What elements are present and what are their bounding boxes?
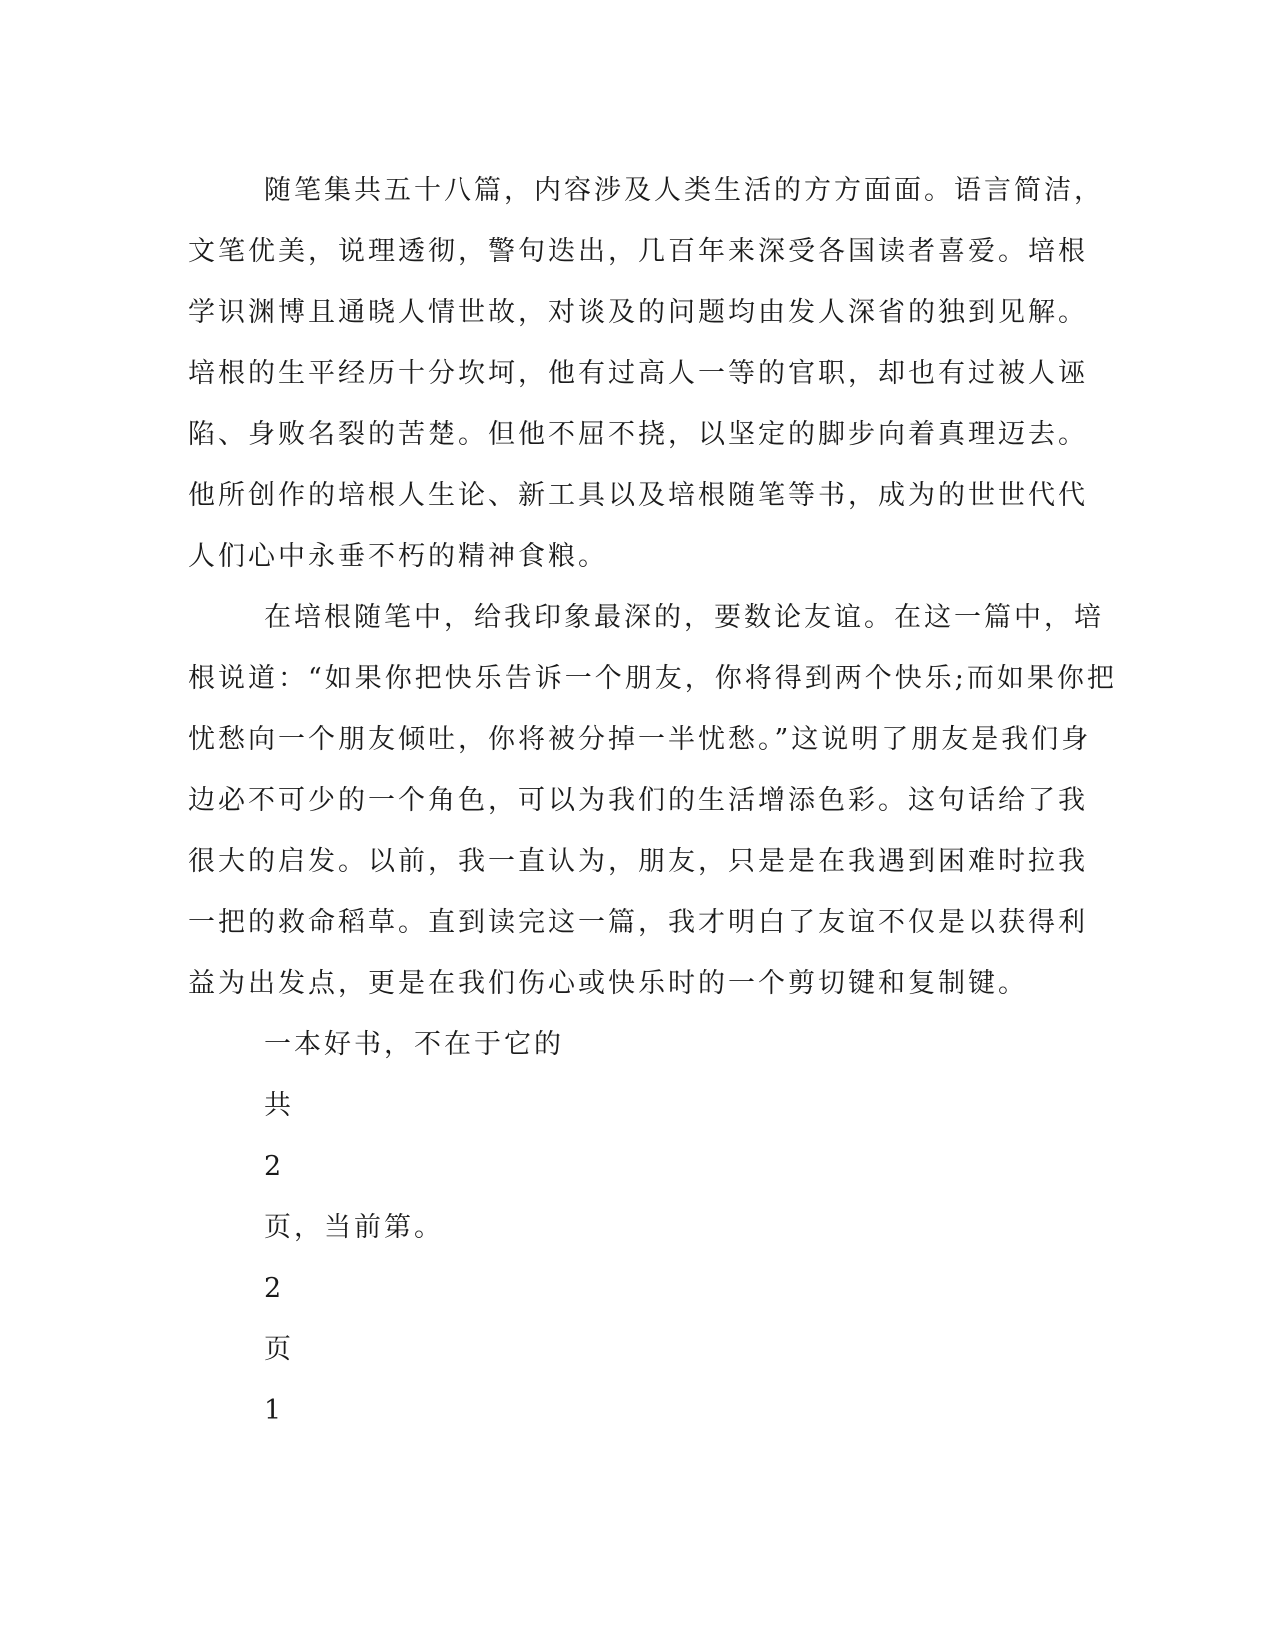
pagination-total-prefix: 共 bbox=[264, 1090, 294, 1121]
paragraph-line: 边必不可少的一个角色，可以为我们的生活增添色彩。这句话给了我 bbox=[188, 785, 1088, 816]
paragraph-line: 根说道：“如果你把快乐告诉一个朋友，你将得到两个快乐;而如果你把 bbox=[188, 663, 1117, 694]
paragraph-line: 培根的生平经历十分坎坷，他有过高人一等的官职，却也有过被人诬 bbox=[188, 358, 1088, 389]
document-body bbox=[188, 160, 1117, 1441]
paragraph-line: 很大的启发。以前，我一直认为，朋友，只是是在我遇到困难时拉我 bbox=[188, 846, 1088, 877]
paragraph-line: 文笔优美，说理透彻，警句迭出，几百年来深受各国读者喜爱。培根 bbox=[188, 236, 1088, 267]
paragraph-line: 忧愁向一个朋友倾吐，你将被分掉一半忧愁。”这说明了朋友是我们身 bbox=[188, 724, 1092, 755]
paragraph-line: 在培根随笔中，给我印象最深的，要数论友谊。在这一篇中，培 bbox=[264, 602, 1104, 633]
paragraph-line: 益为出发点，更是在我们伤心或快乐时的一个剪切键和复制键。 bbox=[188, 968, 1028, 999]
paragraph-1 bbox=[188, 160, 1104, 587]
paragraph-line: 人们心中永垂不朽的精神食粮。 bbox=[188, 541, 608, 572]
trailing-line: 一本好书，不在于它的 bbox=[264, 1029, 564, 1060]
paragraph-line: 陷、身败名裂的苦楚。但他不屈不挠，以坚定的脚步向着真理迈去。 bbox=[188, 419, 1088, 450]
pagination-total-suffix: 页，当前第。 bbox=[264, 1212, 444, 1243]
paragraph-line: 他所创作的培根人生论、新工具以及培根随笔等书，成为的世世代代 bbox=[188, 480, 1088, 511]
pagination-total-pages: 2 bbox=[264, 1151, 285, 1182]
paragraph-line: 一把的救命稻草。直到读完这一篇，我才明白了友谊不仅是以获得利 bbox=[188, 907, 1088, 938]
pagination-current-suffix: 页 bbox=[264, 1334, 294, 1365]
paragraph-2 bbox=[188, 587, 1117, 1014]
paragraph-line: 学识渊博且通晓人情世故，对谈及的问题均由发人深省的独到见解。 bbox=[188, 297, 1088, 328]
page-number: 1 bbox=[264, 1395, 285, 1426]
pagination-current-page: 2 bbox=[264, 1273, 285, 1304]
paragraph-line: 随笔集共五十八篇，内容涉及人类生活的方方面面。语言简洁， bbox=[264, 175, 1104, 206]
